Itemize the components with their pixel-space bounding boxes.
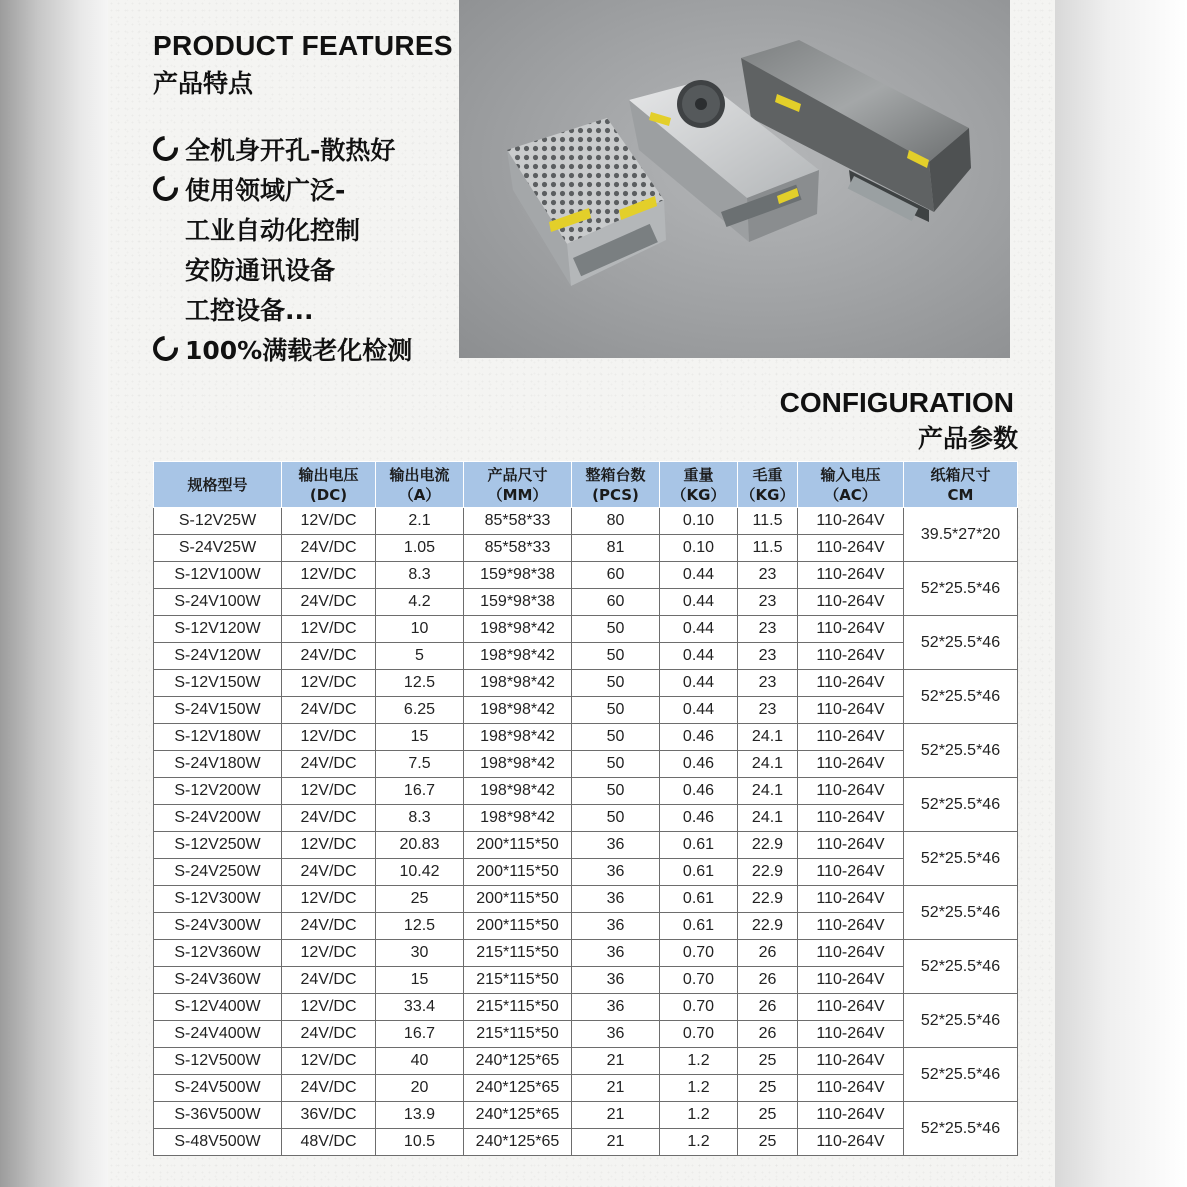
column-header-line: 整箱台数 [585, 465, 646, 484]
table-cell: S-36V500W [154, 1102, 282, 1129]
bullet-ring-icon [148, 131, 183, 166]
table-cell: S-48V500W [154, 1129, 282, 1156]
table-cell: S-12V500W [154, 1048, 282, 1075]
table-cell: 12.5 [376, 670, 464, 697]
table-cell: 0.44 [660, 697, 738, 724]
table-cell: S-24V120W [154, 643, 282, 670]
feature-text: 全机身开孔-散热好 [185, 136, 396, 165]
table-cell: 26 [738, 994, 798, 1021]
table-row [154, 940, 1018, 967]
table-cell: 60 [572, 589, 660, 616]
table-cell: 23 [738, 697, 798, 724]
feature-text: 安防通讯设备 [185, 256, 336, 285]
table-cell: 110-264V [798, 1048, 904, 1075]
table-cell: 0.44 [660, 616, 738, 643]
table-cell: 0.61 [660, 886, 738, 913]
carton-size-cell: 52*25.5*46 [904, 994, 1018, 1048]
table-cell: 198*98*42 [464, 616, 572, 643]
spec-table [153, 461, 1018, 1156]
table-cell: 24V/DC [282, 859, 376, 886]
feature-text: 工业自动化控制 [185, 216, 361, 245]
table-cell: 200*115*50 [464, 886, 572, 913]
features-title-cn: 产品特点 [153, 69, 254, 98]
table-cell: S-12V100W [154, 562, 282, 589]
table-cell: 198*98*42 [464, 724, 572, 751]
column-header-line: 纸箱尺寸 [930, 465, 991, 484]
table-cell: 198*98*42 [464, 778, 572, 805]
table-cell: 48V/DC [282, 1129, 376, 1156]
table-cell: 198*98*42 [464, 751, 572, 778]
table-cell: 81 [572, 535, 660, 562]
table-cell: 50 [572, 805, 660, 832]
product-photo [459, 0, 1010, 358]
table-cell: 0.70 [660, 1021, 738, 1048]
carton-size-cell: 52*25.5*46 [904, 724, 1018, 778]
carton-size-cell: 52*25.5*46 [904, 670, 1018, 724]
table-cell: 215*115*50 [464, 940, 572, 967]
table-cell: 215*115*50 [464, 1021, 572, 1048]
table-cell: 85*58*33 [464, 508, 572, 535]
table-cell: 110-264V [798, 751, 904, 778]
table-cell: 159*98*38 [464, 562, 572, 589]
table-row [154, 724, 1018, 751]
table-cell: 240*125*65 [464, 1048, 572, 1075]
table-row [154, 859, 1018, 886]
table-cell: 23 [738, 616, 798, 643]
table-cell: 200*115*50 [464, 913, 572, 940]
table-cell: 110-264V [798, 832, 904, 859]
table-cell: 36 [572, 886, 660, 913]
table-cell: 24.1 [738, 805, 798, 832]
column-header-line: 输出电压 [298, 465, 359, 484]
table-cell: 25 [738, 1129, 798, 1156]
table-cell: 50 [572, 643, 660, 670]
table-cell: 21 [572, 1048, 660, 1075]
table-cell: 1.2 [660, 1075, 738, 1102]
table-cell: 24V/DC [282, 1021, 376, 1048]
table-row [154, 589, 1018, 616]
table-cell: 12V/DC [282, 1048, 376, 1075]
table-cell: 24V/DC [282, 697, 376, 724]
table-cell: 110-264V [798, 697, 904, 724]
carton-size-cell: 52*25.5*46 [904, 832, 1018, 886]
table-cell: S-12V150W [154, 670, 282, 697]
feature-item [153, 131, 412, 171]
feature-item [153, 211, 412, 251]
column-header-line: 毛重 [752, 465, 783, 484]
table-cell: S-12V120W [154, 616, 282, 643]
table-cell: S-12V300W [154, 886, 282, 913]
table-cell: 0.44 [660, 562, 738, 589]
table-cell: 25 [738, 1048, 798, 1075]
table-cell: 50 [572, 724, 660, 751]
table-cell: 85*58*33 [464, 535, 572, 562]
table-cell: 24V/DC [282, 643, 376, 670]
table-row [154, 562, 1018, 589]
table-cell: 21 [572, 1129, 660, 1156]
table-cell: 0.61 [660, 832, 738, 859]
table-cell: 36 [572, 994, 660, 1021]
table-row [154, 1021, 1018, 1048]
table-cell: 36 [572, 913, 660, 940]
table-cell: 4.2 [376, 589, 464, 616]
table-cell: 12V/DC [282, 562, 376, 589]
table-cell: 12V/DC [282, 940, 376, 967]
table-cell: 0.10 [660, 508, 738, 535]
table-cell: 36 [572, 940, 660, 967]
table-cell: 24V/DC [282, 805, 376, 832]
table-cell: 25 [376, 886, 464, 913]
table-cell: 12V/DC [282, 832, 376, 859]
column-header [282, 462, 376, 508]
table-cell: 215*115*50 [464, 967, 572, 994]
table-cell: S-24V360W [154, 967, 282, 994]
table-cell: 12.5 [376, 913, 464, 940]
table-row [154, 832, 1018, 859]
table-row [154, 535, 1018, 562]
table-row [154, 508, 1018, 535]
table-cell: 22.9 [738, 859, 798, 886]
table-row [154, 751, 1018, 778]
feature-item [153, 251, 412, 291]
table-cell: 60 [572, 562, 660, 589]
column-header-line: （A） [398, 485, 441, 504]
table-cell: 110-264V [798, 805, 904, 832]
table-row [154, 805, 1018, 832]
table-cell: 50 [572, 778, 660, 805]
table-cell: 0.44 [660, 589, 738, 616]
feature-item [153, 171, 412, 211]
column-header [738, 462, 798, 508]
table-row [154, 778, 1018, 805]
table-cell: 198*98*42 [464, 697, 572, 724]
carton-size-cell: 52*25.5*46 [904, 1102, 1018, 1156]
table-cell: 0.44 [660, 670, 738, 697]
table-cell: S-24V180W [154, 751, 282, 778]
column-header-line: 产品尺寸 [487, 465, 548, 484]
table-row [154, 1129, 1018, 1156]
table-cell: 15 [376, 724, 464, 751]
carton-size-cell: 39.5*27*20 [904, 508, 1018, 562]
table-cell: 215*115*50 [464, 994, 572, 1021]
table-cell: S-12V25W [154, 508, 282, 535]
table-cell: 200*115*50 [464, 859, 572, 886]
table-cell: 110-264V [798, 562, 904, 589]
table-cell: 198*98*42 [464, 643, 572, 670]
table-cell: 12V/DC [282, 778, 376, 805]
table-cell: 24V/DC [282, 967, 376, 994]
column-header-line: CM [947, 485, 974, 504]
table-cell: 110-264V [798, 670, 904, 697]
feature-text: 100%满载老化检测 [185, 336, 413, 365]
table-cell: 12V/DC [282, 670, 376, 697]
table-cell: 240*125*65 [464, 1102, 572, 1129]
table-cell: 110-264V [798, 1075, 904, 1102]
table-cell: 1.2 [660, 1129, 738, 1156]
table-cell: 110-264V [798, 616, 904, 643]
table-row [154, 967, 1018, 994]
table-cell: 20.83 [376, 832, 464, 859]
table-cell: 110-264V [798, 994, 904, 1021]
table-cell: 26 [738, 1021, 798, 1048]
table-cell: 80 [572, 508, 660, 535]
table-cell: 24V/DC [282, 751, 376, 778]
column-header-line: 重量 [683, 465, 714, 484]
feature-item [153, 331, 412, 371]
table-cell: 110-264V [798, 508, 904, 535]
table-cell: 16.7 [376, 778, 464, 805]
table-cell: 23 [738, 562, 798, 589]
feature-text: 工控设备... [185, 296, 314, 325]
table-cell: 12V/DC [282, 508, 376, 535]
table-cell: 22.9 [738, 832, 798, 859]
table-cell: 24V/DC [282, 1075, 376, 1102]
table-cell: 110-264V [798, 913, 904, 940]
table-cell: 24.1 [738, 778, 798, 805]
table-cell: 24.1 [738, 751, 798, 778]
table-cell: 10.5 [376, 1129, 464, 1156]
table-cell: 40 [376, 1048, 464, 1075]
table-cell: 12V/DC [282, 724, 376, 751]
table-cell: 30 [376, 940, 464, 967]
page-edge-shadow-right [1055, 0, 1187, 1187]
column-header-line: （MM） [487, 485, 548, 504]
table-cell: 23 [738, 670, 798, 697]
table-cell: 240*125*65 [464, 1129, 572, 1156]
carton-size-cell: 52*25.5*46 [904, 940, 1018, 994]
table-cell: S-24V300W [154, 913, 282, 940]
table-cell: S-24V500W [154, 1075, 282, 1102]
table-row [154, 643, 1018, 670]
table-cell: 13.9 [376, 1102, 464, 1129]
table-cell: 24V/DC [282, 913, 376, 940]
table-cell: 0.70 [660, 994, 738, 1021]
table-cell: 110-264V [798, 589, 904, 616]
table-cell: 1.2 [660, 1102, 738, 1129]
table-cell: S-24V100W [154, 589, 282, 616]
table-row [154, 1075, 1018, 1102]
table-cell: 24V/DC [282, 589, 376, 616]
table-cell: 6.25 [376, 697, 464, 724]
table-cell: 0.61 [660, 859, 738, 886]
table-row [154, 616, 1018, 643]
table-cell: 110-264V [798, 535, 904, 562]
table-cell: 110-264V [798, 859, 904, 886]
carton-size-cell: 52*25.5*46 [904, 886, 1018, 940]
carton-size-cell: 52*25.5*46 [904, 778, 1018, 832]
column-header-line: 输出电流 [389, 465, 450, 484]
table-cell: 0.10 [660, 535, 738, 562]
table-cell: 16.7 [376, 1021, 464, 1048]
table-cell: 198*98*42 [464, 805, 572, 832]
table-cell: S-12V200W [154, 778, 282, 805]
table-cell: 12V/DC [282, 616, 376, 643]
column-header-line: （AC） [824, 485, 877, 504]
table-cell: 11.5 [738, 535, 798, 562]
table-cell: 10.42 [376, 859, 464, 886]
table-cell: 22.9 [738, 913, 798, 940]
spec-table-header [154, 462, 1018, 508]
table-cell: 36 [572, 1021, 660, 1048]
column-header-line: 规格型号 [187, 475, 248, 494]
table-cell: S-12V400W [154, 994, 282, 1021]
table-cell: 50 [572, 751, 660, 778]
table-cell: S-12V250W [154, 832, 282, 859]
table-row [154, 697, 1018, 724]
column-header [904, 462, 1018, 508]
table-row [154, 994, 1018, 1021]
table-cell: 200*115*50 [464, 832, 572, 859]
column-header-line: （KG） [740, 485, 795, 504]
table-cell: S-24V250W [154, 859, 282, 886]
table-cell: 20 [376, 1075, 464, 1102]
table-cell: 1.2 [660, 1048, 738, 1075]
table-cell: 5 [376, 643, 464, 670]
table-cell: S-24V400W [154, 1021, 282, 1048]
table-cell: 11.5 [738, 508, 798, 535]
table-cell: 36V/DC [282, 1102, 376, 1129]
table-cell: 7.5 [376, 751, 464, 778]
table-cell: 0.46 [660, 778, 738, 805]
table-row [154, 886, 1018, 913]
table-cell: 159*98*38 [464, 589, 572, 616]
table-cell: S-12V180W [154, 724, 282, 751]
carton-size-cell: 52*25.5*46 [904, 1048, 1018, 1102]
features-title-en: PRODUCT FEATURES [153, 30, 453, 61]
page-edge-shadow-left [0, 0, 108, 1187]
table-cell: 36 [572, 859, 660, 886]
column-header-line: （KG） [671, 485, 726, 504]
table-cell: S-24V25W [154, 535, 282, 562]
column-header [376, 462, 464, 508]
table-cell: 36 [572, 967, 660, 994]
table-row [154, 1048, 1018, 1075]
table-cell: 8.3 [376, 562, 464, 589]
table-cell: S-24V150W [154, 697, 282, 724]
table-cell: 10 [376, 616, 464, 643]
column-header [798, 462, 904, 508]
table-cell: 0.46 [660, 805, 738, 832]
column-header-line: (PCS) [592, 485, 639, 504]
table-cell: 110-264V [798, 886, 904, 913]
table-cell: 0.70 [660, 967, 738, 994]
column-header [154, 462, 282, 508]
table-cell: S-12V360W [154, 940, 282, 967]
table-cell: 24.1 [738, 724, 798, 751]
column-header-line: 输入电压 [820, 465, 881, 484]
table-cell: 110-264V [798, 1021, 904, 1048]
table-cell: 110-264V [798, 940, 904, 967]
table-cell: 15 [376, 967, 464, 994]
bullet-ring-icon [148, 331, 183, 366]
table-cell: 26 [738, 967, 798, 994]
carton-size-cell: 52*25.5*46 [904, 616, 1018, 670]
column-header [572, 462, 660, 508]
table-cell: 12V/DC [282, 994, 376, 1021]
table-cell: 23 [738, 643, 798, 670]
table-cell: 1.05 [376, 535, 464, 562]
carton-size-cell: 52*25.5*46 [904, 562, 1018, 616]
column-header-line: (DC) [309, 485, 348, 504]
table-cell: 0.44 [660, 643, 738, 670]
table-cell: 26 [738, 940, 798, 967]
column-header [464, 462, 572, 508]
table-cell: 21 [572, 1102, 660, 1129]
table-cell: 25 [738, 1075, 798, 1102]
table-cell: 24V/DC [282, 535, 376, 562]
table-cell: 22.9 [738, 886, 798, 913]
table-cell: 50 [572, 616, 660, 643]
configuration-title-en: CONFIGURATION [779, 387, 1014, 418]
table-cell: 0.70 [660, 940, 738, 967]
table-cell: 110-264V [798, 643, 904, 670]
table-cell: 0.46 [660, 751, 738, 778]
table-cell: 50 [572, 697, 660, 724]
table-cell: 8.3 [376, 805, 464, 832]
table-cell: 21 [572, 1075, 660, 1102]
table-cell: 25 [738, 1102, 798, 1129]
table-cell: 50 [572, 670, 660, 697]
table-cell: 110-264V [798, 778, 904, 805]
table-row [154, 1102, 1018, 1129]
table-cell: 33.4 [376, 994, 464, 1021]
feature-text: 使用领域广泛- [185, 176, 346, 205]
table-cell: 23 [738, 589, 798, 616]
table-cell: 0.46 [660, 724, 738, 751]
feature-list [153, 131, 412, 371]
table-cell: 240*125*65 [464, 1075, 572, 1102]
table-row [154, 670, 1018, 697]
table-cell: 12V/DC [282, 886, 376, 913]
table-cell: 2.1 [376, 508, 464, 535]
table-cell: S-24V200W [154, 805, 282, 832]
table-cell: 0.61 [660, 913, 738, 940]
table-cell: 110-264V [798, 724, 904, 751]
bullet-ring-icon [148, 171, 183, 206]
table-cell: 110-264V [798, 1102, 904, 1129]
configuration-title-cn: 产品参数 [917, 424, 1018, 453]
table-cell: 36 [572, 832, 660, 859]
table-cell: 198*98*42 [464, 670, 572, 697]
table-cell: 110-264V [798, 967, 904, 994]
column-header [660, 462, 738, 508]
feature-item [153, 291, 412, 331]
table-cell: 110-264V [798, 1129, 904, 1156]
table-row [154, 913, 1018, 940]
